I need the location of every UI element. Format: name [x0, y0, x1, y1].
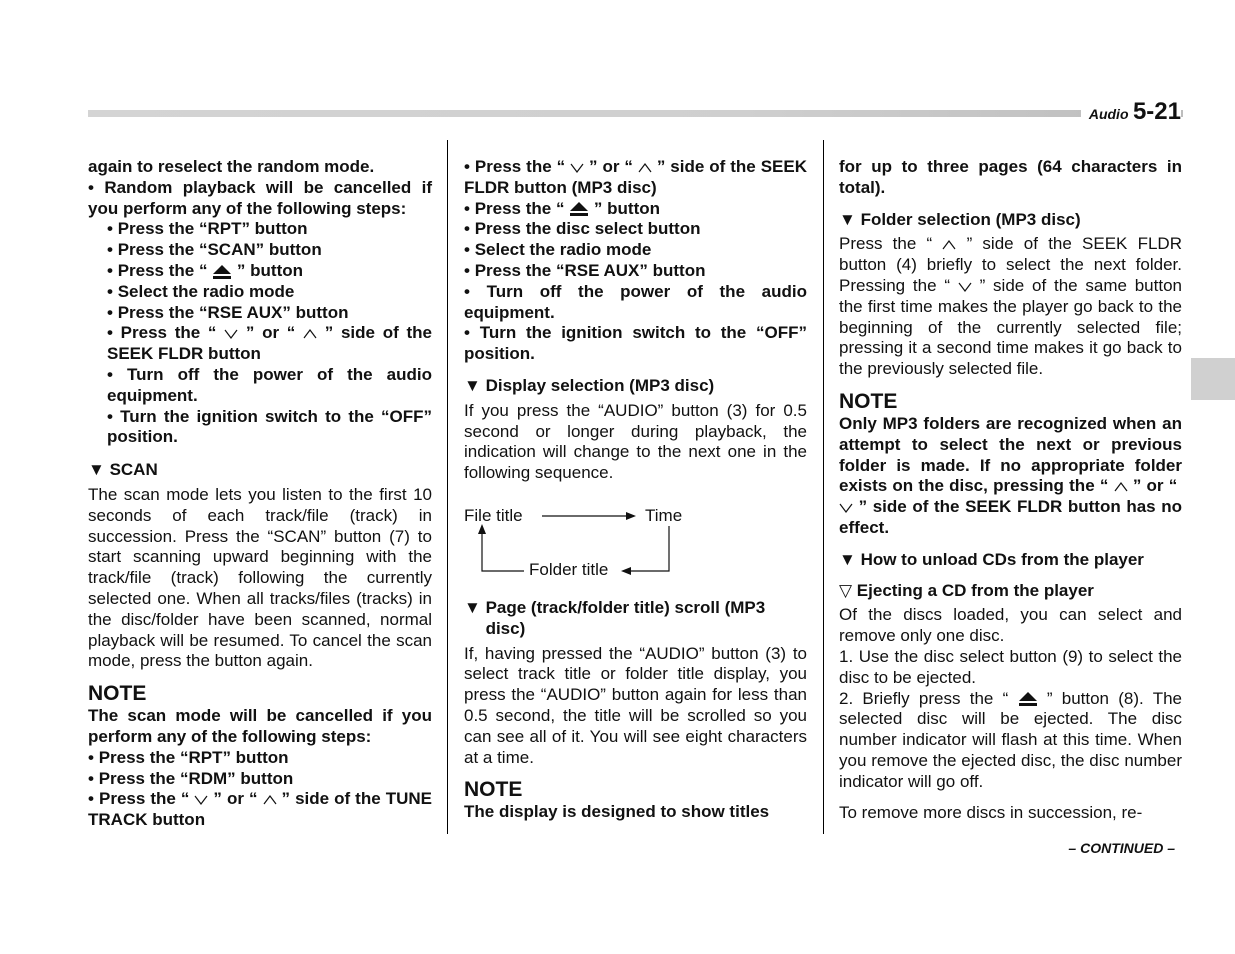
sub-list	[88, 219, 432, 448]
chevron-up-icon	[1114, 481, 1128, 493]
list-item: • Press the disc select button	[464, 219, 701, 239]
chevron-up-icon	[942, 239, 956, 251]
eject-icon	[1018, 691, 1038, 707]
paragraph: If, having pressed the “AUDIO” button (3) to select track title or folder title display, you press the “AUDIO” button again for less than 0.5 second, the title will be scrolled so you can see all of it. You will see eight characters at a time.	[464, 643, 807, 767]
paragraph: Of the discs loaded, you can select and remove only one disc.	[839, 605, 1182, 646]
step-item: 2. Briefly press the “ ” button (8). The selected disc will be ejected. The disc number indicator will flash at this time. When you remove the ejected disc, the disc number indicator will go off.	[839, 688, 1182, 791]
list-item: • Press the “RPT” button	[107, 219, 308, 239]
list-item: • Press the “ ” or “ ” side of the SEEK FLDR button (MP3 disc)	[464, 157, 807, 197]
paragraph: Press the “ ” side of the SEEK FLDR button (4) briefly to select the next folder. Pressing the “ ” side of the same button the first time makes the player go back to the beginning of the currently selected file; pressing it a second time makes it go back to the previously selected file.	[839, 234, 1182, 379]
section-heading: ▼ Page (track/folder title) scroll (MP3 disc)	[464, 597, 766, 638]
column-1	[88, 157, 432, 831]
chapter-tab	[1191, 358, 1235, 400]
list-item: • Press the “SCAN” button	[107, 240, 322, 260]
list-item: • Turn off the power of the audio equipment.	[107, 364, 432, 405]
continued-label: – CONTINUED –	[1068, 840, 1175, 856]
note-text: The scan mode will be cancelled if you perform any of the following steps:	[88, 706, 432, 746]
section-heading: ▼ Display selection (MP3 disc)	[464, 375, 715, 395]
note-label: NOTE	[839, 389, 898, 413]
list-item: • Press the “RDM” button	[88, 768, 294, 788]
subsection-heading: ▽ Ejecting a CD from the player	[839, 580, 1094, 600]
chevron-down-icon	[570, 162, 584, 174]
column-3	[839, 157, 1182, 823]
note-text: Only MP3 folders are recognized when an attempt to select the next or previous folder is made. If no appropriate folder exists on the disc, pressing the “ ” or “ ” side of the SEEK FLDR button has no effect.	[839, 413, 1182, 537]
diagram-file-title: File title	[464, 505, 523, 525]
list-item: • Turn the ignition switch to the “OFF” position.	[464, 323, 807, 364]
paragraph: The scan mode lets you listen to the first 10 seconds of each track/file (track) in succession. Press the “SCAN” button (7) to start scanning upward beginning with the track/file (track) following the currently selected one. When all tracks/files (tracks) in the disc/folder have been scanned, normal playback will be resumed. To cancel the scan mode, press the button again.	[88, 484, 432, 671]
list-item: • Press the “ ” or “ ” side of the SEEK FLDR button	[107, 323, 432, 364]
eject-icon	[212, 264, 232, 280]
section-heading: ▼ SCAN	[88, 460, 158, 480]
page-header	[1081, 98, 1181, 126]
chevron-down-icon	[194, 794, 208, 806]
note-text: for up to three pages (64 characters in total).	[839, 157, 1182, 197]
diagram-folder-title: Folder title	[529, 559, 609, 579]
sequence-diagram	[464, 494, 807, 590]
list-item: • Press the “RSE AUX” button	[464, 260, 706, 280]
list-item: • Press the “RPT” button	[88, 747, 289, 767]
section-heading: ▼ Folder selection (MP3 disc)	[839, 209, 1081, 229]
eject-icon	[569, 201, 589, 217]
diagram-time: Time	[645, 505, 683, 525]
list-item: • Turn the ignition switch to the “OFF” position.	[107, 406, 432, 447]
note-label: NOTE	[88, 682, 147, 706]
paragraph: again to reselect the random mode.	[88, 157, 375, 176]
header-bar	[88, 110, 1183, 117]
column-2	[464, 157, 807, 823]
paragraph: If you press the “AUDIO” button (3) for 0.5 second or longer during playback, the indication will change to the next one in the following sequence.	[464, 400, 807, 483]
section-heading: ▼ How to unload CDs from the player	[839, 549, 1144, 569]
chevron-down-icon	[224, 328, 238, 340]
column-divider	[447, 140, 448, 834]
note-label: NOTE	[464, 778, 523, 802]
page-number: 5-21	[1132, 98, 1181, 125]
chevron-up-icon	[638, 162, 652, 174]
section-title: Audio	[1088, 106, 1129, 122]
list-item: • Press the “ ” or “ ” side of the TUNE TRACK button	[88, 789, 432, 830]
list-item: • Press the “RSE AUX” button	[107, 302, 349, 322]
chevron-up-icon	[303, 328, 317, 340]
note-text: The display is designed to show titles	[464, 802, 770, 822]
list-item: • Select the radio mode	[464, 240, 652, 260]
list-item: • Turn off the power of the audio equipment.	[464, 281, 807, 322]
chevron-up-icon	[263, 794, 277, 806]
chevron-down-icon	[958, 281, 972, 293]
step-item: 1. Use the disc select button (9) to select the disc to be ejected.	[839, 646, 1182, 687]
list-item: • Select the radio mode	[107, 281, 295, 301]
column-divider	[823, 140, 824, 834]
chevron-down-icon	[839, 502, 853, 514]
list-item: • Press the “ ” button	[464, 198, 661, 218]
list-item: • Press the “ ” button	[107, 260, 304, 280]
bullet-item: • Random playback will be cancelled if you perform any of the following steps:	[88, 177, 433, 218]
paragraph: To remove more discs in succession, re-	[839, 802, 1143, 822]
